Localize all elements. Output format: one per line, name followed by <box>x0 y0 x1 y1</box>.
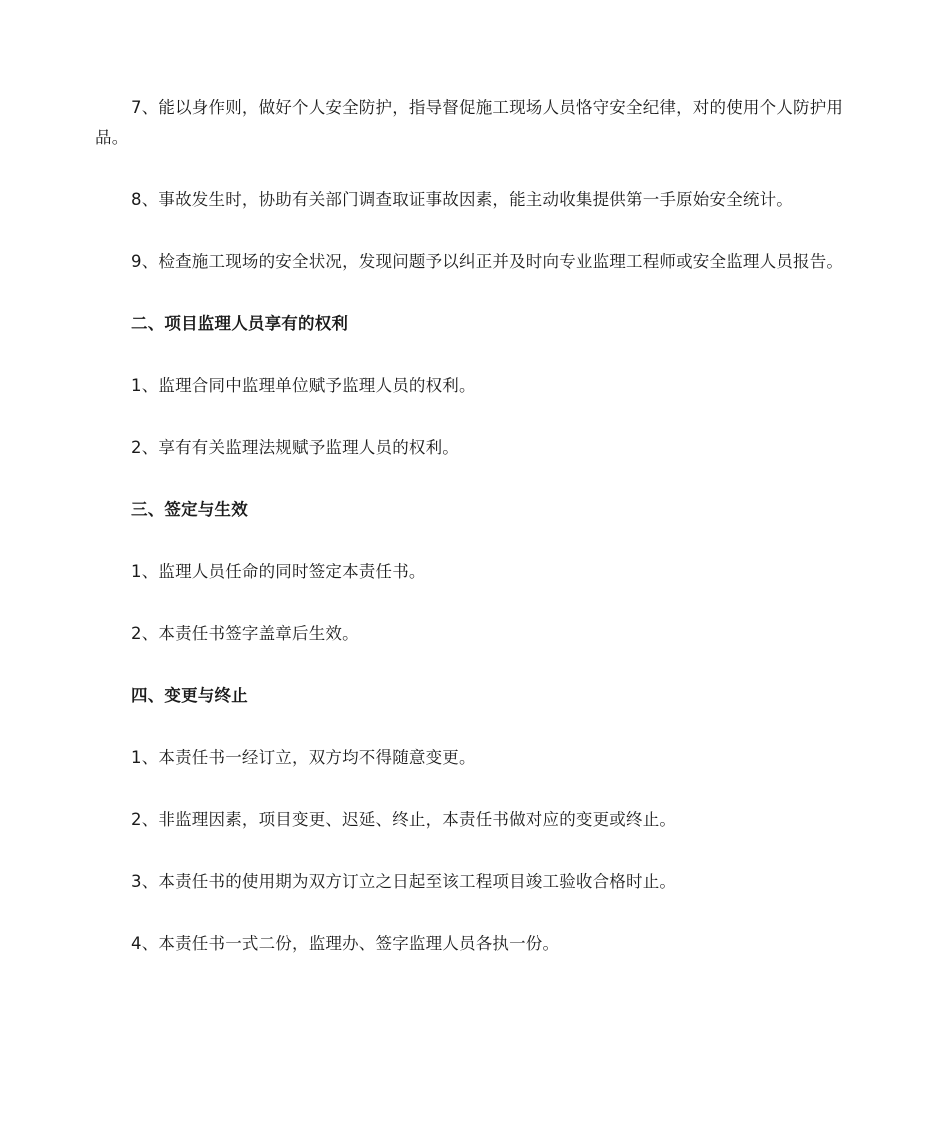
paragraph-rights-2: 2、享有有关监理法规赋予监理人员的权利。 <box>131 438 459 457</box>
paragraph-signing-1: 1、监理人员任命的同时签定本责任书。 <box>131 562 426 581</box>
paragraph-rights-1: 1、监理合同中监理单位赋予监理人员的权利。 <box>131 376 476 395</box>
paragraph-item-9: 9、检查施工现场的安全状况，发现问题予以纠正并及时向专业监理工程师或安全监理人员报告。 <box>131 252 844 271</box>
paragraph-signing-2: 2、本责任书签字盖章后生效。 <box>131 624 359 643</box>
paragraph-change-3: 3、本责任书的使用期为双方订立之日起至该工程项目竣工验收合格时止。 <box>131 872 677 891</box>
paragraph-item-7: 7、能以身作则，做好个人安全防护，指导督促施工现场人员恪守安全纪律，对的使用个人防护用品。 <box>95 98 844 147</box>
paragraph-change-1: 1、本责任书一经订立，双方均不得随意变更。 <box>131 748 476 767</box>
document-page <box>95 93 855 991</box>
section-heading-change: 四、变更与终止 <box>131 686 248 705</box>
paragraph-change-2: 2、非监理因素，项目变更、迟延、终止，本责任书做对应的变更或终止。 <box>131 810 677 829</box>
section-heading-signing: 三、签定与生效 <box>131 500 248 519</box>
paragraph-change-4: 4、本责任书一式二份，监理办、签字监理人员各执一份。 <box>131 934 560 953</box>
section-heading-rights: 二、项目监理人员享有的权利 <box>131 314 349 333</box>
paragraph-item-8: 8、事故发生时，协助有关部门调查取证事故因素，能主动收集提供第一手原始安全统计。 <box>131 190 793 209</box>
